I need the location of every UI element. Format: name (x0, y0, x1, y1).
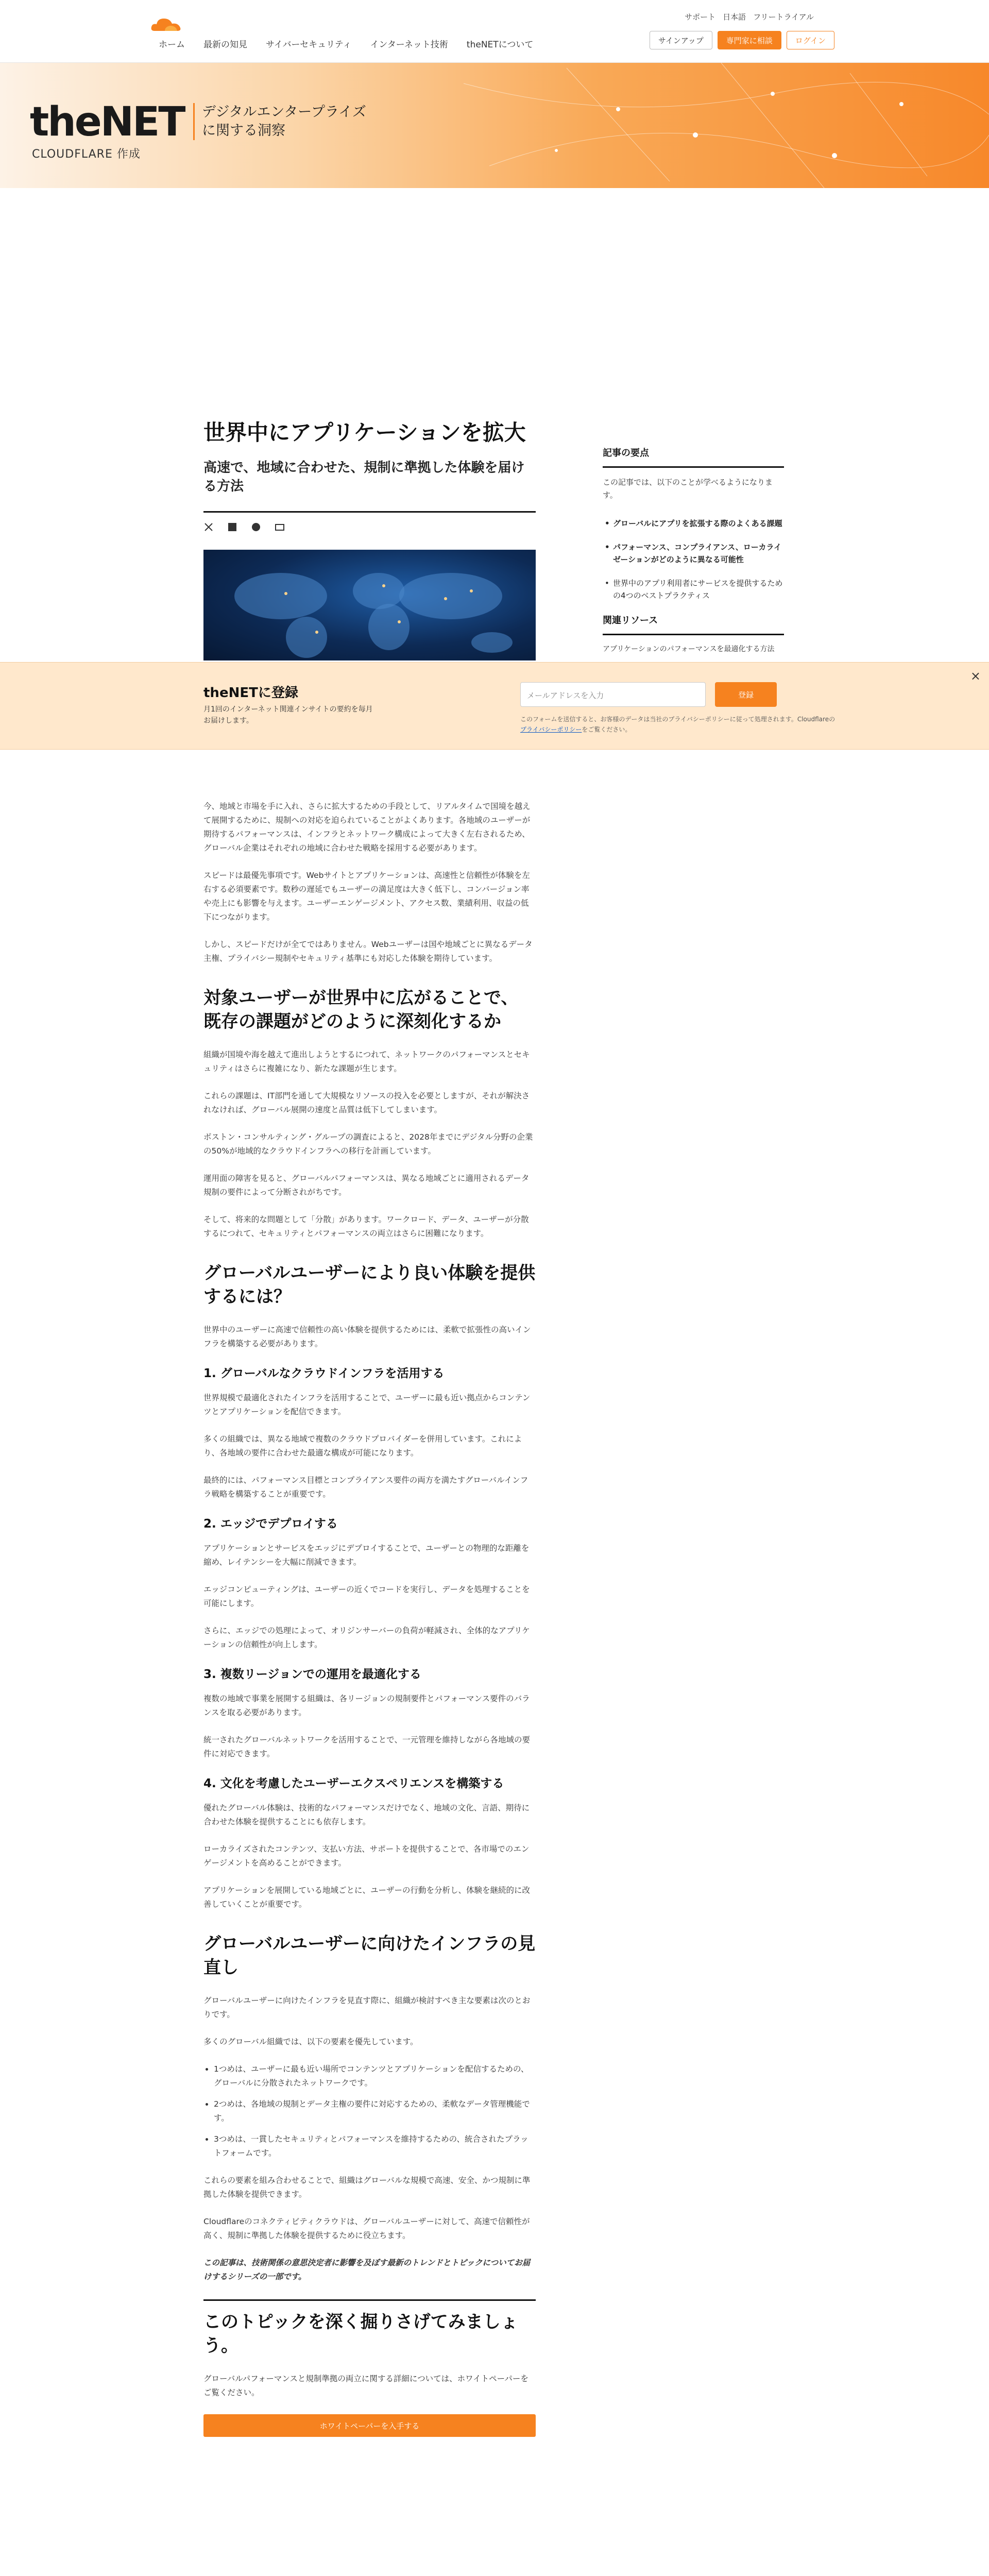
section-heading: グローバルユーザーにより良い体験を提供するには？ (203, 1263, 536, 1307)
paragraph: Cloudflareのコネクティビティクラウドは、グローバルユーザーに対して、高速で信頼性が高く、規制に準拠した体験を提供するために役立ちます。 (203, 2217, 530, 2240)
contact-expert-button[interactable]: 専門家に相談 (718, 31, 781, 49)
paragraph: 多くのグローバル組織では、以下の要素を優先しています。 (203, 2037, 418, 2046)
main-nav (149, 37, 542, 50)
key-point-item[interactable]: • グローバルにアプリを拡張する際のよくある課題 (603, 517, 784, 530)
paragraph: これらの要素を組み合わせることで、組織はグローバルな規模で高速、安全、かつ規制に準拠した体験を提供できます。 (203, 2176, 531, 2199)
paragraph: 世界中のユーザーに高速で信頼性の高い体験を提供するためには、柔軟で拡張性の高いインフラを構築する必要があります。 (203, 1325, 531, 1348)
section-heading: このトピックを深く掘りさげてみましょう。 (203, 2312, 518, 2356)
nav-insights[interactable]: 最新の知見 (203, 40, 247, 50)
privacy-policy-link[interactable]: プライバシーポリシー (520, 726, 582, 733)
subsection-heading: 1. グローバルなクラウドインフラを活用する (203, 1367, 445, 1380)
paragraph: 今、地域と市場を手に入れ、さらに拡大するための手段として、リアルタイムで国境を越えて展開するために、規制への対応を迫られていることがよくあります。各地域のユーザーが期待するパフォーマンスは、インフラとネットワーク構成によって大きく左右されるため、グローバル企業はそれぞれの地域に合わせた戦略を採用する必要があります。 (203, 802, 531, 853)
paragraph: ボストン・コンサルティング・グループの調査によると、2028年までにデジタル分野の企業の50%が地域的なクラウドインフラへの移行を計画しています。 (203, 1132, 533, 1156)
top-navigation (0, 0, 989, 63)
login-button[interactable]: ログイン (787, 31, 834, 49)
paragraph: 優れたグローバル体験は、技術的なパフォーマンスだけでなく、地域の文化、言語、期待に合わせた体験を提供することにも依存します。 (203, 1803, 530, 1826)
paragraph: グローバルユーザーに向けたインフラを見直す際に、組織が検討すべき主な要素は次のとおりです。 (203, 1996, 531, 2019)
sidebar-divider (603, 634, 784, 635)
nav-home[interactable]: ホーム (159, 40, 185, 50)
section-heading: 対象ユーザーが世界中に広がることで、既存の課題がどのように深刻化するか (203, 988, 519, 1032)
paragraph: 運用面の障害を見ると、グローバルパフォーマンスは、異なる地域ごとに適用されるデータ規制の要件によって分断されがちです。 (203, 1174, 530, 1197)
utility-links (685, 11, 814, 22)
signup-legal: このフォームを送信すると、お客様のデータは当社のプライバシーポリシーに従って処理されます。Cloudflareのプライバシーポリシーをご覧ください。 (520, 716, 835, 733)
paragraph: 複数の地域で事業を展開する組織は、各リージョンの規制要件とパフォーマンス要件のバランスを取る必要があります。 (203, 1694, 530, 1717)
paragraph: 統一されたグローバルネットワークを活用することで、一元管理を維持しながら各地域の要件に対応できます。 (203, 1735, 530, 1758)
world-map-image (203, 550, 536, 660)
subsection-heading: 4. 文化を考慮したユーザーエクスペリエンスを構築する (203, 1777, 504, 1790)
paragraph: そして、将来的な問題として「分散」があります。ワークロード、データ、ユーザーが分散するにつれて、セキュリティとパフォーマンスの両立はさらに困難になります。 (203, 1215, 529, 1238)
key-point-item[interactable]: • パフォーマンス、コンプライアンス、ローカライゼーションがどのように異なる可能性 (603, 541, 784, 566)
world-map-graphic (203, 550, 536, 660)
paragraph: スピードは最優先事項です。Webサイトとアプリケーションは、高速性と信頼性が体験を左右する必須要素です。数秒の遅延でもユーザーの満足度は大きく低下し、コンバージョン率や売上にも影響を与えます。ユーザーエンゲージメント、アクセス数、業績利用、収益の低下につながります。 (203, 871, 530, 922)
list-item: • 3つめは、一貫したセキュリティとパフォーマンスを維持するための、統合されたプラットフォームです。 (214, 2132, 536, 2160)
list-item: • 1つめは、ユーザーに最も近い場所でコンテンツとアプリケーションを配信するための、グローバルに分散されたネットワークです。 (214, 2062, 536, 2090)
brand-subtitle: CLOUDFLARE 作成 (32, 148, 141, 161)
close-icon[interactable]: × (970, 669, 981, 683)
paragraph: エッジコンピューティングは、ユーザーの近くでコードを実行し、データを処理することを可能にします。 (203, 1585, 530, 1608)
paragraph: しかし、スピードだけが全てではありません。Webユーザーは国や地域ごとに異なるデータ主権、プライバシー規制やセキュリティ基準にも対応した体験を期待しています。 (203, 940, 533, 963)
key-points-heading: 記事の要点 (603, 448, 649, 459)
key-point-item[interactable]: • 世界中のアプリ利用者にサービスを提供するための4つのベストプラクティス (603, 577, 784, 602)
email-input[interactable]: メールアドレスを入力 (520, 682, 706, 707)
bullet-list (214, 2062, 536, 2160)
cloudflare-logo-icon[interactable] (149, 15, 182, 33)
signup-button[interactable]: サインアップ (650, 31, 712, 49)
share-x-icon[interactable] (203, 522, 214, 532)
subsection-heading: 3. 複数リージョンでの運用を最適化する (203, 1668, 421, 1681)
key-points-list (603, 517, 784, 602)
paragraph: アプリケーションとサービスをエッジにデプロイすることで、ユーザーとの物理的な距離を縮め、レイテンシーを大幅に削減できます。 (203, 1544, 530, 1567)
article-title: 世界中にアプリケーションを拡大 (203, 420, 526, 445)
series-note: この記事は、技術関係の意思決定者に影響を及ぼす最新のトレンドとトピックについてお届けするシリーズの一部です。 (203, 2258, 531, 2281)
share-facebook-icon[interactable] (251, 522, 261, 532)
nav-about[interactable]: theNETについて (466, 40, 534, 50)
signup-description: 月1回のインターネット関連インサイトの要約を毎月お届けします。 (203, 705, 373, 725)
signup-title: theNETに登録 (203, 685, 298, 701)
paragraph: 多くの組織では、異なる地域で複数のクラウドプロバイダーを併用しています。これにより、各地域の要件に合わせた最適な構成が可能になります。 (203, 1434, 522, 1458)
paragraph: これらの課題は、IT部門を通して大規模なリソースの投入を必要としますが、それが解決されなければ、グローバル展開の速度と品質は低下してしまいます。 (203, 1091, 530, 1114)
nav-cybersecurity[interactable]: サイバーセキュリティ (266, 40, 352, 50)
share-email-icon[interactable] (275, 522, 285, 532)
get-whitepaper-button[interactable]: ホワイトペーパーを入手する (203, 2414, 536, 2437)
paragraph: 最終的には、パフォーマンス目標とコンプライアンス要件の両方を満たすグローバルインフラ戦略を構築することが重要です。 (203, 1476, 528, 1499)
thenet-brand[interactable]: theNET (30, 99, 184, 145)
hero-banner (0, 63, 989, 188)
paragraph: さらに、エッジでの処理によって、オリジンサーバーの負荷が軽減され、全体的なアプリケーションの信頼性が向上します。 (203, 1626, 530, 1649)
newsletter-signup-bar (0, 662, 989, 750)
sidebar (603, 446, 784, 655)
related-link[interactable]: アプリケーションのパフォーマンスを最適化する方法 (603, 645, 775, 653)
support-link[interactable]: サポート (685, 12, 716, 22)
paragraph: 組織が国境や海を越えて進出しようとするにつれて、ネットワークのパフォーマンスとセキュリティはさらに複雑になり、新たな課題が生じます。 (203, 1050, 530, 1073)
list-item: • 2つめは、各地域の規制とデータ主権の要件に対応するための、柔軟なデータ管理機能です。 (214, 2097, 536, 2125)
nav-internet-tech[interactable]: インターネット技術 (370, 40, 448, 50)
related-resources-heading: 関連リソース (603, 615, 658, 626)
paragraph: アプリケーションを展開している地域ごとに、ユーザーの行動を分析し、体験を継続的に改善していくことが重要です。 (203, 1886, 530, 1909)
free-trial-link[interactable]: フリートライアル (753, 12, 814, 22)
paragraph: 世界規模で最適化されたインフラを活用することで、ユーザーに最も近い拠点からコンテンツとアプリケーションを配信できます。 (203, 1393, 531, 1416)
share-icons (203, 522, 536, 532)
article-subtitle: 高速で、地域に合わせた、規制に準拠した体験を届ける方法 (203, 460, 525, 494)
section-divider (203, 2299, 536, 2301)
subsection-heading: 2. エッジでデプロイする (203, 1517, 338, 1531)
sidebar-divider (603, 466, 784, 468)
hero-tagline: デジタルエンタープライズ に関する洞察 (193, 103, 366, 140)
header-buttons (650, 31, 834, 49)
title-divider (203, 511, 536, 513)
paragraph: ローカライズされたコンテンツ、支払い方法、サポートを提供することで、各市場でのエンゲージメントを高めることができます。 (203, 1844, 530, 1868)
sidebar-intro: この記事では、以下のことが学べるようになります。 (603, 478, 773, 500)
paragraph: グローバルパフォーマンスと規制準拠の両立に関する詳細については、ホワイトペーパーをご覧ください。 (203, 2374, 528, 2397)
language-link[interactable]: 日本語 (723, 12, 746, 22)
section-heading: グローバルユーザーに向けたインフラの見直し (203, 1934, 536, 1978)
subscribe-button[interactable]: 登録 (715, 682, 777, 707)
share-linkedin-icon[interactable] (227, 522, 237, 532)
